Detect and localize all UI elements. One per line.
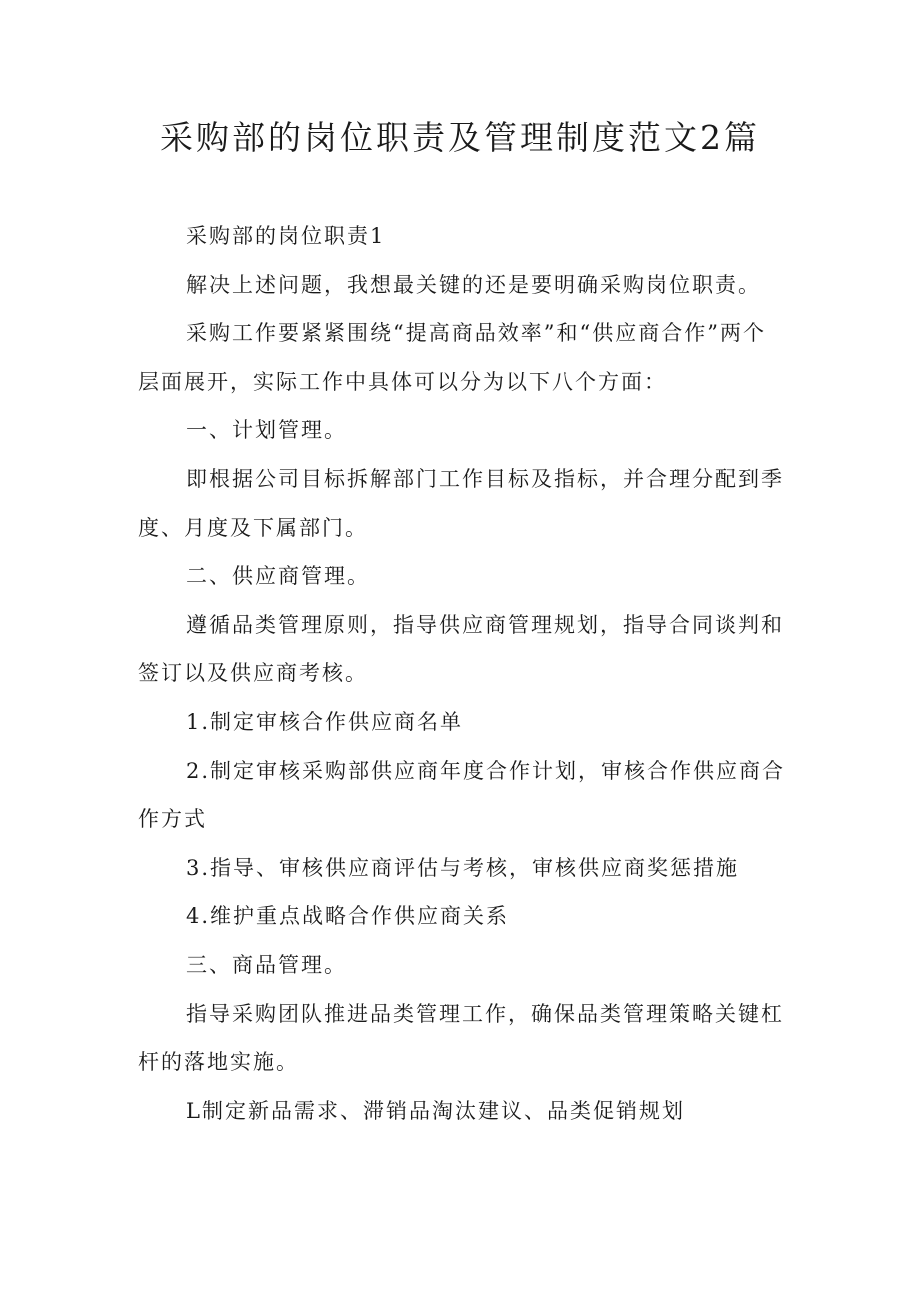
paragraph-section-heading: 采购部的岗位职责1 — [186, 224, 386, 248]
paragraph: 采购工作要紧紧围绕“提高商品效率”和“供应商合作”两个层面展开，实际工作中具体可以分为以下八个方面： — [138, 321, 766, 394]
list-item: 4.维护重点战略合作供应商关系 — [186, 904, 510, 929]
paragraph: 解决上述问题，我想最关键的还是要明确采购岗位职责。 — [186, 272, 761, 297]
paragraph-heading: 二、供应商管理。 — [186, 564, 370, 589]
document-body — [138, 212, 788, 1135]
list-item: 1.制定审核合作供应商名单 — [186, 709, 464, 734]
document-title: 采购部的岗位职责及管理制度范文2篇 — [160, 118, 760, 157]
paragraph-heading: 一、计划管理。 — [186, 418, 347, 443]
list-item: 2.制定审核采购部供应商年度合作计划，审核合作供应商合作方式 — [138, 758, 786, 832]
paragraph: 遵循品类管理原则，指导供应商管理规划，指导合同谈判和签订以及供应商考核。 — [138, 612, 784, 686]
paragraph: 即根据公司目标拆解部门工作目标及指标，并合理分配到季度、月度及下属部门。 — [138, 466, 784, 540]
paragraph: 指导采购团队推进品类管理工作，确保品类管理策略关键杠杆的落地实施。 — [138, 1001, 784, 1075]
list-item: 3.指导、审核供应商评估与考核，审核供应商奖惩措施 — [186, 855, 740, 880]
list-item: L制定新品需求、滞销品淘汰建议、品类促销规划 — [186, 1098, 685, 1123]
paragraph-heading: 三、商品管理。 — [186, 952, 347, 977]
